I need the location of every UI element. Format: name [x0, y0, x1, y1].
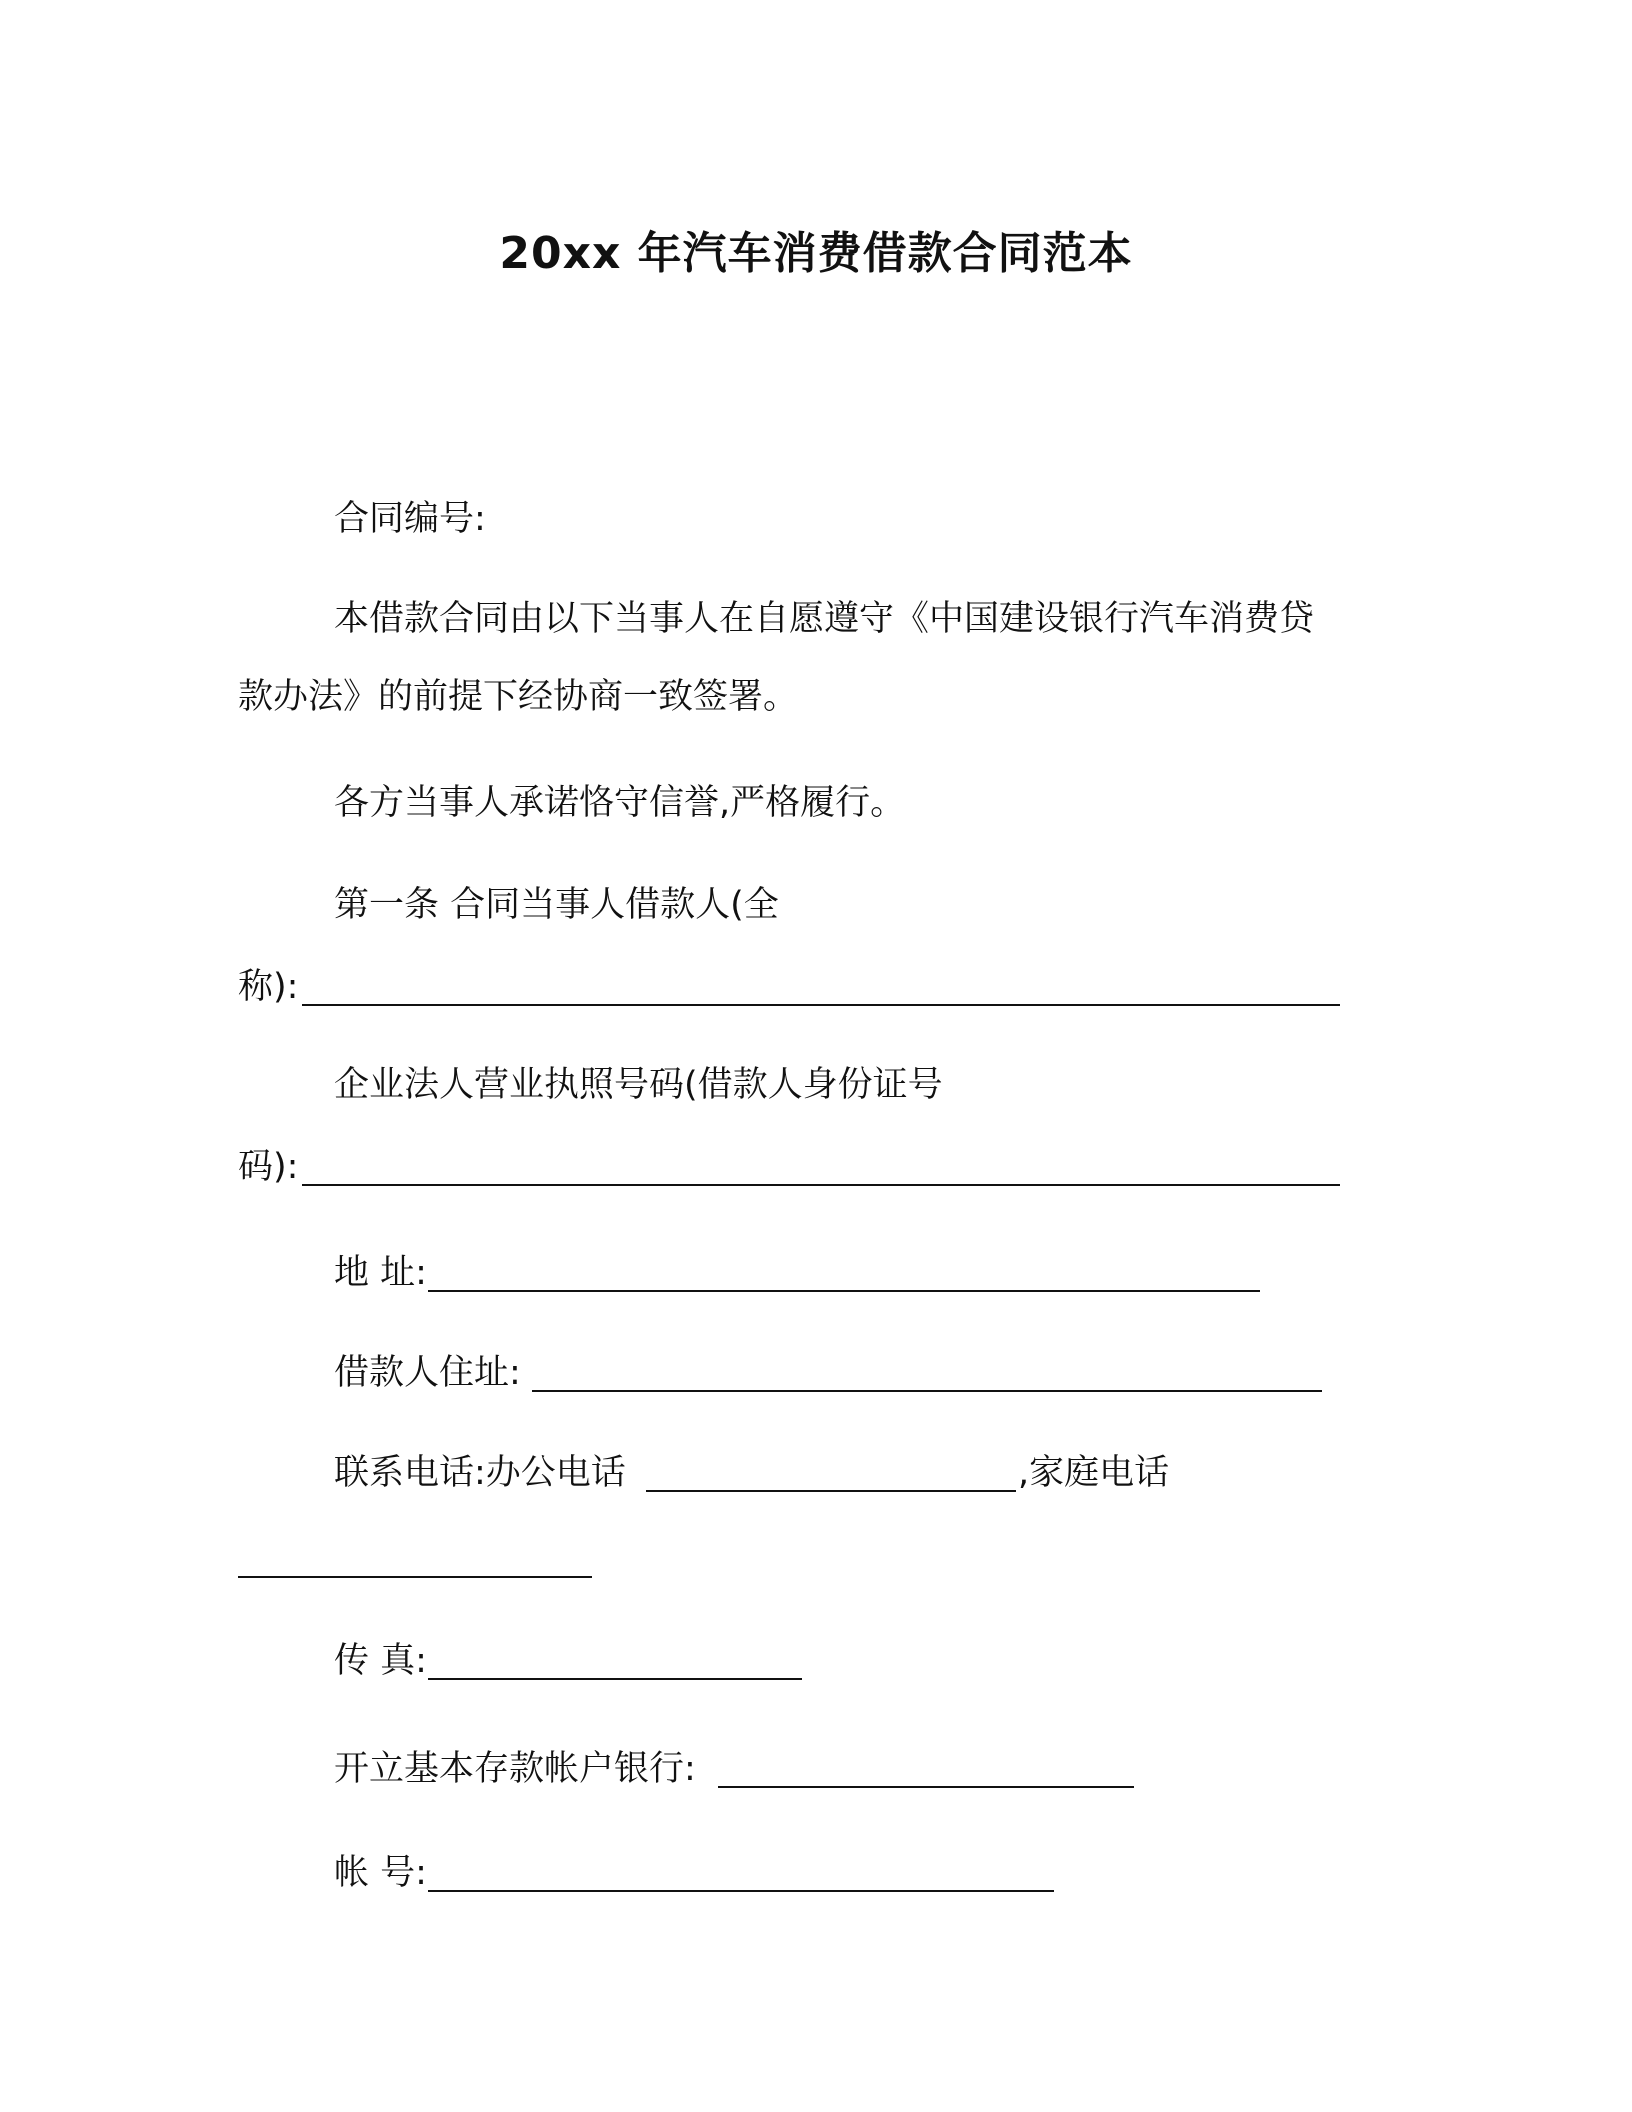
contract-number-label: 合同编号:	[334, 499, 486, 539]
office-phone-blank[interactable]	[646, 1488, 1016, 1492]
intro-paragraph-line-1: 本借款合同由以下当事人在自愿遵守《中国建设银行汽车消费贷	[334, 599, 1315, 639]
account-row	[334, 1850, 427, 1896]
address-label: 地 址:	[334, 1253, 427, 1293]
residence-row	[334, 1350, 521, 1396]
residence-label: 借款人住址:	[334, 1353, 521, 1393]
address-blank[interactable]	[428, 1288, 1260, 1292]
bank-label: 开立基本存款帐户银行:	[334, 1749, 696, 1789]
office-phone-label: 联系电话:办公电话	[334, 1453, 626, 1493]
borrower-fullname-label: 称):	[238, 967, 299, 1007]
account-blank[interactable]	[428, 1888, 1054, 1892]
business-license-label-line-1: 企业法人营业执照号码(借款人身份证号	[334, 1065, 943, 1105]
promise-paragraph: 各方当事人承诺恪守信誉,严格履行。	[334, 783, 906, 823]
borrower-fullname-row	[238, 964, 298, 1010]
fax-blank[interactable]	[428, 1676, 802, 1680]
home-phone-blank[interactable]	[238, 1574, 592, 1578]
borrower-fullname-blank[interactable]	[302, 1002, 1340, 1006]
intro-paragraph-line-2: 款办法》的前提下经协商一致签署。	[238, 677, 799, 717]
bank-row	[334, 1746, 696, 1792]
fax-label: 传 真:	[334, 1641, 427, 1681]
article-1-heading: 第一条 合同当事人借款人(全	[334, 885, 779, 925]
residence-blank[interactable]	[532, 1388, 1322, 1392]
account-label: 帐 号:	[334, 1853, 427, 1893]
fax-row	[334, 1638, 427, 1684]
business-license-blank[interactable]	[302, 1182, 1340, 1186]
bank-blank[interactable]	[718, 1784, 1134, 1788]
business-license-row	[238, 1144, 298, 1190]
home-phone-label: ,家庭电话	[1018, 1453, 1170, 1493]
business-license-label-line-2: 码):	[238, 1147, 299, 1187]
address-row	[334, 1250, 427, 1296]
document-title: 20xx 年汽车消费借款合同范本	[499, 228, 1133, 279]
phone-row	[334, 1450, 626, 1496]
